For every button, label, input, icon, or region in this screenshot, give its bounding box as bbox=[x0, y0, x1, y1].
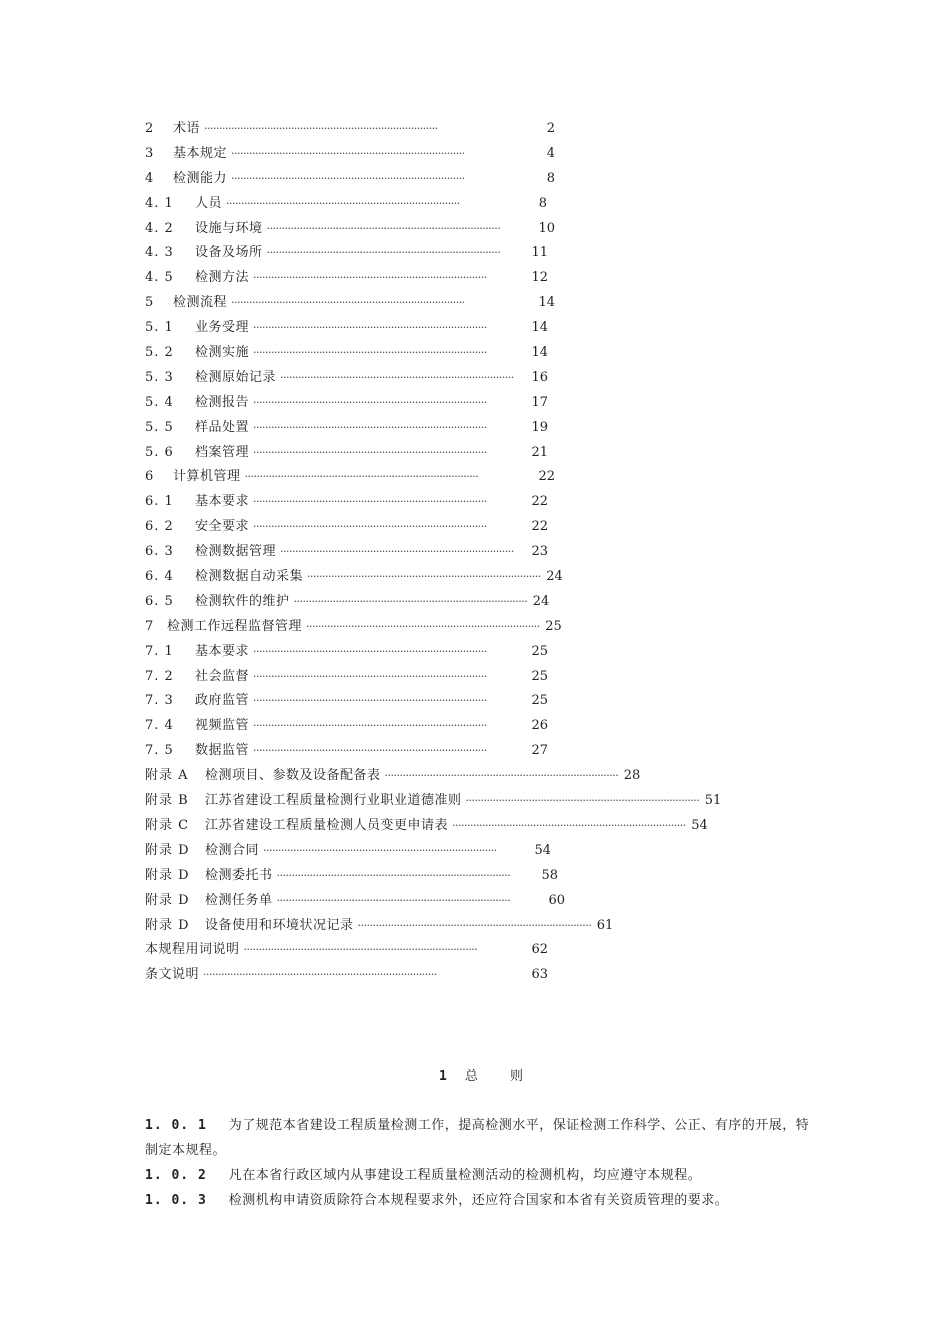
toc-entry[interactable] bbox=[145, 366, 548, 391]
toc-leader-dots: ·············································································· bbox=[357, 918, 592, 932]
toc-entry-title: 检测流程 bbox=[173, 295, 228, 311]
toc-entry-title: 江苏省建设工程质量检测行业职业道德准则 bbox=[205, 793, 462, 809]
toc-entry-number: 7. 4 bbox=[145, 718, 174, 734]
toc-entry[interactable] bbox=[145, 291, 555, 316]
toc-entry[interactable] bbox=[145, 142, 555, 167]
toc-entry-title: 检测报告 bbox=[195, 394, 250, 410]
toc-entry-number: 6. 1 bbox=[145, 494, 174, 510]
toc-entry[interactable] bbox=[145, 938, 548, 963]
toc-leader-dots: ·············································································· bbox=[253, 669, 487, 683]
toc-entry-number: 7. 5 bbox=[145, 743, 174, 759]
toc-entry-title: 检测实施 bbox=[195, 345, 250, 361]
toc-entry-number: 4. 3 bbox=[145, 245, 174, 261]
toc-entry-title: 本规程用词说明 bbox=[145, 942, 240, 958]
toc-leader-dots: ·············································································· bbox=[231, 296, 465, 310]
toc-entry-title: 检测合同 bbox=[205, 842, 260, 858]
toc-entry-title: 视频监管 bbox=[195, 718, 250, 734]
toc-entry-page: 11 bbox=[531, 245, 548, 261]
toc-entry[interactable] bbox=[145, 914, 614, 939]
toc-leader-dots: ·············································································· bbox=[276, 893, 511, 907]
toc-entry-page: 12 bbox=[531, 270, 548, 286]
toc-entry-number: 附录 D bbox=[145, 867, 190, 883]
clause-text: 凡在本省行政区域内从事建设工程质量检测活动的检测机构，均应遵守本规程。 bbox=[228, 1168, 702, 1183]
toc-entry-title: 设备及场所 bbox=[195, 245, 263, 261]
toc-entry[interactable] bbox=[145, 217, 555, 242]
toc-entry-title: 检测能力 bbox=[173, 170, 228, 186]
toc-entry-page: 28 bbox=[623, 768, 641, 784]
toc-leader-dots: ·············································································· bbox=[253, 420, 487, 434]
toc-leader-dots: ·············································································· bbox=[263, 843, 497, 857]
toc-entry-title: 设施与环境 bbox=[195, 220, 263, 236]
toc-entry-page: 22 bbox=[538, 469, 555, 485]
toc-leader-dots: ·············································································· bbox=[244, 470, 479, 484]
toc-entry-title: 检测原始记录 bbox=[195, 369, 277, 385]
toc-entry[interactable] bbox=[145, 764, 641, 789]
toc-leader-dots: ·············································································· bbox=[306, 619, 540, 633]
toc-entry-page: 21 bbox=[531, 444, 548, 460]
toc-leader-dots: ·············································································· bbox=[243, 943, 478, 957]
toc-entry[interactable] bbox=[145, 465, 555, 490]
toc-entry-page: 25 bbox=[531, 668, 548, 684]
toc-entry-page: 24 bbox=[532, 593, 550, 609]
toc-leader-dots: ·············································································· bbox=[253, 346, 487, 360]
toc-entry-number: 附录 A bbox=[145, 768, 189, 784]
toc-entry-number: 附录 C bbox=[145, 817, 190, 833]
toc-entry-number: 附录 D bbox=[145, 892, 190, 908]
chapter-number: 1 bbox=[439, 1069, 447, 1084]
toc-entry-page: 63 bbox=[531, 967, 548, 983]
toc-entry-page: 25 bbox=[531, 693, 548, 709]
toc-entry-title: 档案管理 bbox=[195, 444, 250, 460]
toc-entry-page: 8 bbox=[538, 195, 547, 211]
toc-entry[interactable] bbox=[145, 665, 548, 690]
toc-entry-page: 2 bbox=[546, 121, 555, 136]
toc-entry-page: 25 bbox=[531, 643, 548, 659]
toc-entry[interactable] bbox=[145, 814, 708, 839]
toc-leader-dots: ·············································································· bbox=[293, 594, 528, 608]
toc-entry[interactable] bbox=[145, 889, 565, 914]
toc-leader-dots: ·············································································· bbox=[280, 370, 514, 384]
toc-entry-title: 社会监督 bbox=[195, 668, 250, 684]
toc-entry-number: 6 bbox=[145, 469, 155, 485]
toc-entry-page: 22 bbox=[531, 494, 548, 510]
toc-leader-dots: ·············································································· bbox=[452, 818, 686, 832]
toc-entry-number: 附录 D bbox=[145, 842, 190, 858]
toc-leader-dots: ·············································································· bbox=[204, 122, 438, 135]
toc-entry[interactable] bbox=[145, 441, 548, 466]
toc-entry-number: 4. 2 bbox=[145, 220, 174, 236]
toc-entry-number: 附录 D bbox=[145, 917, 190, 933]
toc-entry-title: 检测数据管理 bbox=[195, 544, 277, 560]
toc-entry-page: 14 bbox=[531, 320, 548, 336]
clause bbox=[145, 1188, 815, 1213]
toc-entry-number: 3 bbox=[145, 145, 155, 161]
toc-entry-page: 10 bbox=[538, 220, 555, 236]
toc-leader-dots: ·············································································· bbox=[253, 321, 487, 335]
toc-entry[interactable] bbox=[145, 714, 548, 739]
toc-entry[interactable] bbox=[145, 117, 555, 142]
toc-entry-title: 检测数据自动采集 bbox=[195, 569, 304, 585]
toc-entry[interactable] bbox=[145, 341, 548, 366]
toc-entry-page: 51 bbox=[704, 793, 722, 809]
clause bbox=[145, 1113, 815, 1163]
toc-entry-number: 7 bbox=[145, 618, 155, 634]
toc-entry-page: 14 bbox=[531, 345, 548, 361]
toc-leader-dots: ·············································································· bbox=[253, 694, 487, 708]
toc-entry-page: 26 bbox=[531, 718, 548, 734]
toc-entry-number: 5 bbox=[145, 295, 155, 311]
clause bbox=[145, 1163, 815, 1188]
toc-entry-title: 术语 bbox=[173, 121, 201, 136]
toc-entry-number: 6. 2 bbox=[145, 519, 174, 535]
toc-entry-page: 23 bbox=[531, 544, 548, 560]
toc-entry-title: 基本规定 bbox=[173, 145, 228, 161]
toc-entry-number: 2 bbox=[145, 121, 155, 136]
toc-entry-number: 4. 5 bbox=[145, 270, 174, 286]
toc-entry-title: 检测方法 bbox=[195, 270, 250, 286]
toc-entry[interactable] bbox=[145, 515, 548, 540]
toc-entry-page: 27 bbox=[531, 743, 548, 759]
toc-entry-page: 16 bbox=[531, 369, 548, 385]
toc-leader-dots: ·············································································· bbox=[253, 445, 487, 459]
chapter-title-text: 总 则 bbox=[464, 1069, 537, 1084]
toc-leader-dots: ·············································································· bbox=[231, 146, 465, 160]
toc-entry[interactable] bbox=[145, 739, 548, 764]
toc-entry[interactable] bbox=[145, 789, 722, 814]
toc-entry[interactable] bbox=[145, 391, 548, 416]
clause-list bbox=[145, 1113, 815, 1213]
toc-entry[interactable] bbox=[145, 490, 548, 515]
toc-entry-title: 江苏省建设工程质量检测人员变更申请表 bbox=[205, 817, 449, 833]
toc-entry-title: 安全要求 bbox=[195, 519, 250, 535]
toc-entry-page: 4 bbox=[546, 145, 555, 161]
toc-entry[interactable] bbox=[145, 241, 548, 266]
toc-entry[interactable] bbox=[145, 416, 548, 441]
toc-leader-dots: ·············································································· bbox=[253, 495, 487, 509]
toc-leader-dots: ·············································································· bbox=[465, 794, 700, 808]
clause-text: 为了规范本省建设工程质量检测工作，提高检测水平，保证检测工作科学、公正、有序的开展，特制定本规程。 bbox=[145, 1118, 810, 1158]
toc-entry-number: 5. 1 bbox=[145, 320, 174, 336]
toc-entry-number: 4 bbox=[145, 170, 155, 186]
toc-entry-number: 5. 3 bbox=[145, 369, 174, 385]
toc-leader-dots: ·············································································· bbox=[253, 744, 487, 758]
toc-entry-title: 检测软件的维护 bbox=[195, 593, 290, 609]
toc-entry-number: 5. 2 bbox=[145, 345, 174, 361]
toc-entry-number: 4. 1 bbox=[145, 195, 174, 211]
toc-entry[interactable] bbox=[145, 839, 551, 864]
toc-entry-title: 人员 bbox=[195, 195, 223, 211]
toc-entry[interactable] bbox=[145, 689, 548, 714]
toc-entry-number: 5. 4 bbox=[145, 394, 174, 410]
toc-entry-title: 设备使用和环境状况记录 bbox=[205, 917, 354, 933]
toc-entry[interactable] bbox=[145, 540, 548, 565]
toc-entry-number: 7. 3 bbox=[145, 693, 174, 709]
toc-entry-title: 数据监管 bbox=[195, 743, 250, 759]
clause-number: 1. 0. 1 bbox=[145, 1118, 207, 1133]
toc-leader-dots: ·············································································· bbox=[231, 171, 465, 185]
toc-entry-title: 样品处置 bbox=[195, 419, 250, 435]
table-of-contents bbox=[145, 117, 722, 988]
toc-leader-dots: ·············································································· bbox=[253, 644, 487, 658]
toc-entry[interactable] bbox=[145, 167, 555, 192]
toc-entry-title: 检测项目、参数及设备配备表 bbox=[205, 768, 381, 784]
toc-leader-dots: ·············································································· bbox=[307, 570, 541, 584]
toc-entry-page: 54 bbox=[534, 842, 551, 858]
toc-entry-page: 58 bbox=[541, 867, 558, 883]
toc-entry-page: 17 bbox=[531, 394, 548, 410]
clause-number: 1. 0. 2 bbox=[145, 1168, 207, 1183]
toc-leader-dots: ·············································································· bbox=[253, 520, 487, 534]
toc-entry-title: 条文说明 bbox=[145, 967, 200, 983]
toc-entry[interactable] bbox=[145, 615, 562, 640]
toc-entry-title: 政府监管 bbox=[195, 693, 250, 709]
toc-entry-number: 5. 5 bbox=[145, 419, 174, 435]
toc-entry-title: 业务受理 bbox=[195, 320, 250, 336]
toc-leader-dots: ·············································································· bbox=[226, 196, 460, 210]
toc-entry-title: 基本要求 bbox=[195, 494, 250, 510]
toc-entry-number: 附录 B bbox=[145, 793, 189, 809]
toc-entry[interactable] bbox=[145, 864, 558, 889]
toc-entry-title: 计算机管理 bbox=[173, 469, 241, 485]
toc-entry-number: 5. 6 bbox=[145, 444, 174, 460]
toc-leader-dots: ·············································································· bbox=[253, 395, 487, 409]
toc-leader-dots: ·············································································· bbox=[203, 968, 437, 982]
toc-entry[interactable] bbox=[145, 266, 548, 291]
clause-text: 检测机构申请资质除符合本规程要求外，还应符合国家和本省有关资质管理的要求。 bbox=[228, 1193, 729, 1208]
toc-entry[interactable] bbox=[145, 192, 547, 217]
toc-leader-dots: ·············································································· bbox=[384, 769, 619, 783]
toc-leader-dots: ·············································································· bbox=[253, 719, 487, 733]
toc-entry-page: 19 bbox=[531, 419, 548, 435]
toc-entry[interactable] bbox=[145, 565, 563, 590]
toc-entry-number: 7. 1 bbox=[145, 643, 174, 659]
toc-entry-page: 62 bbox=[531, 942, 548, 958]
toc-entry-title: 检测工作远程监督管理 bbox=[167, 618, 303, 634]
toc-entry-page: 25 bbox=[545, 618, 562, 634]
toc-entry-page: 8 bbox=[546, 170, 555, 186]
toc-entry-number: 7. 2 bbox=[145, 668, 174, 684]
toc-leader-dots: ·············································································· bbox=[266, 221, 501, 235]
toc-entry[interactable] bbox=[145, 590, 548, 615]
toc-entry-title: 检测任务单 bbox=[205, 892, 273, 908]
toc-leader-dots: ·············································································· bbox=[266, 246, 501, 260]
toc-entry-page: 61 bbox=[596, 917, 614, 933]
toc-entry[interactable] bbox=[145, 640, 548, 665]
chapter-heading bbox=[0, 1065, 950, 1084]
toc-entry-page: 14 bbox=[538, 295, 555, 311]
toc-entry-page: 24 bbox=[546, 569, 563, 585]
clause-number: 1. 0. 3 bbox=[145, 1193, 207, 1208]
toc-entry[interactable] bbox=[145, 963, 548, 988]
toc-entry-number: 6. 4 bbox=[145, 569, 174, 585]
toc-entry-number: 6. 3 bbox=[145, 544, 174, 560]
toc-entry-page: 22 bbox=[531, 519, 548, 535]
toc-entry-title: 检测委托书 bbox=[205, 867, 273, 883]
toc-leader-dots: ·············································································· bbox=[253, 271, 487, 285]
toc-entry-title: 基本要求 bbox=[195, 643, 250, 659]
toc-leader-dots: ·············································································· bbox=[280, 545, 514, 559]
toc-entry-page: 60 bbox=[548, 892, 565, 908]
toc-entry-page: 54 bbox=[691, 817, 708, 833]
toc-entry[interactable] bbox=[145, 316, 548, 341]
toc-leader-dots: ·············································································· bbox=[276, 868, 511, 882]
toc-entry-number: 6. 5 bbox=[145, 593, 174, 609]
